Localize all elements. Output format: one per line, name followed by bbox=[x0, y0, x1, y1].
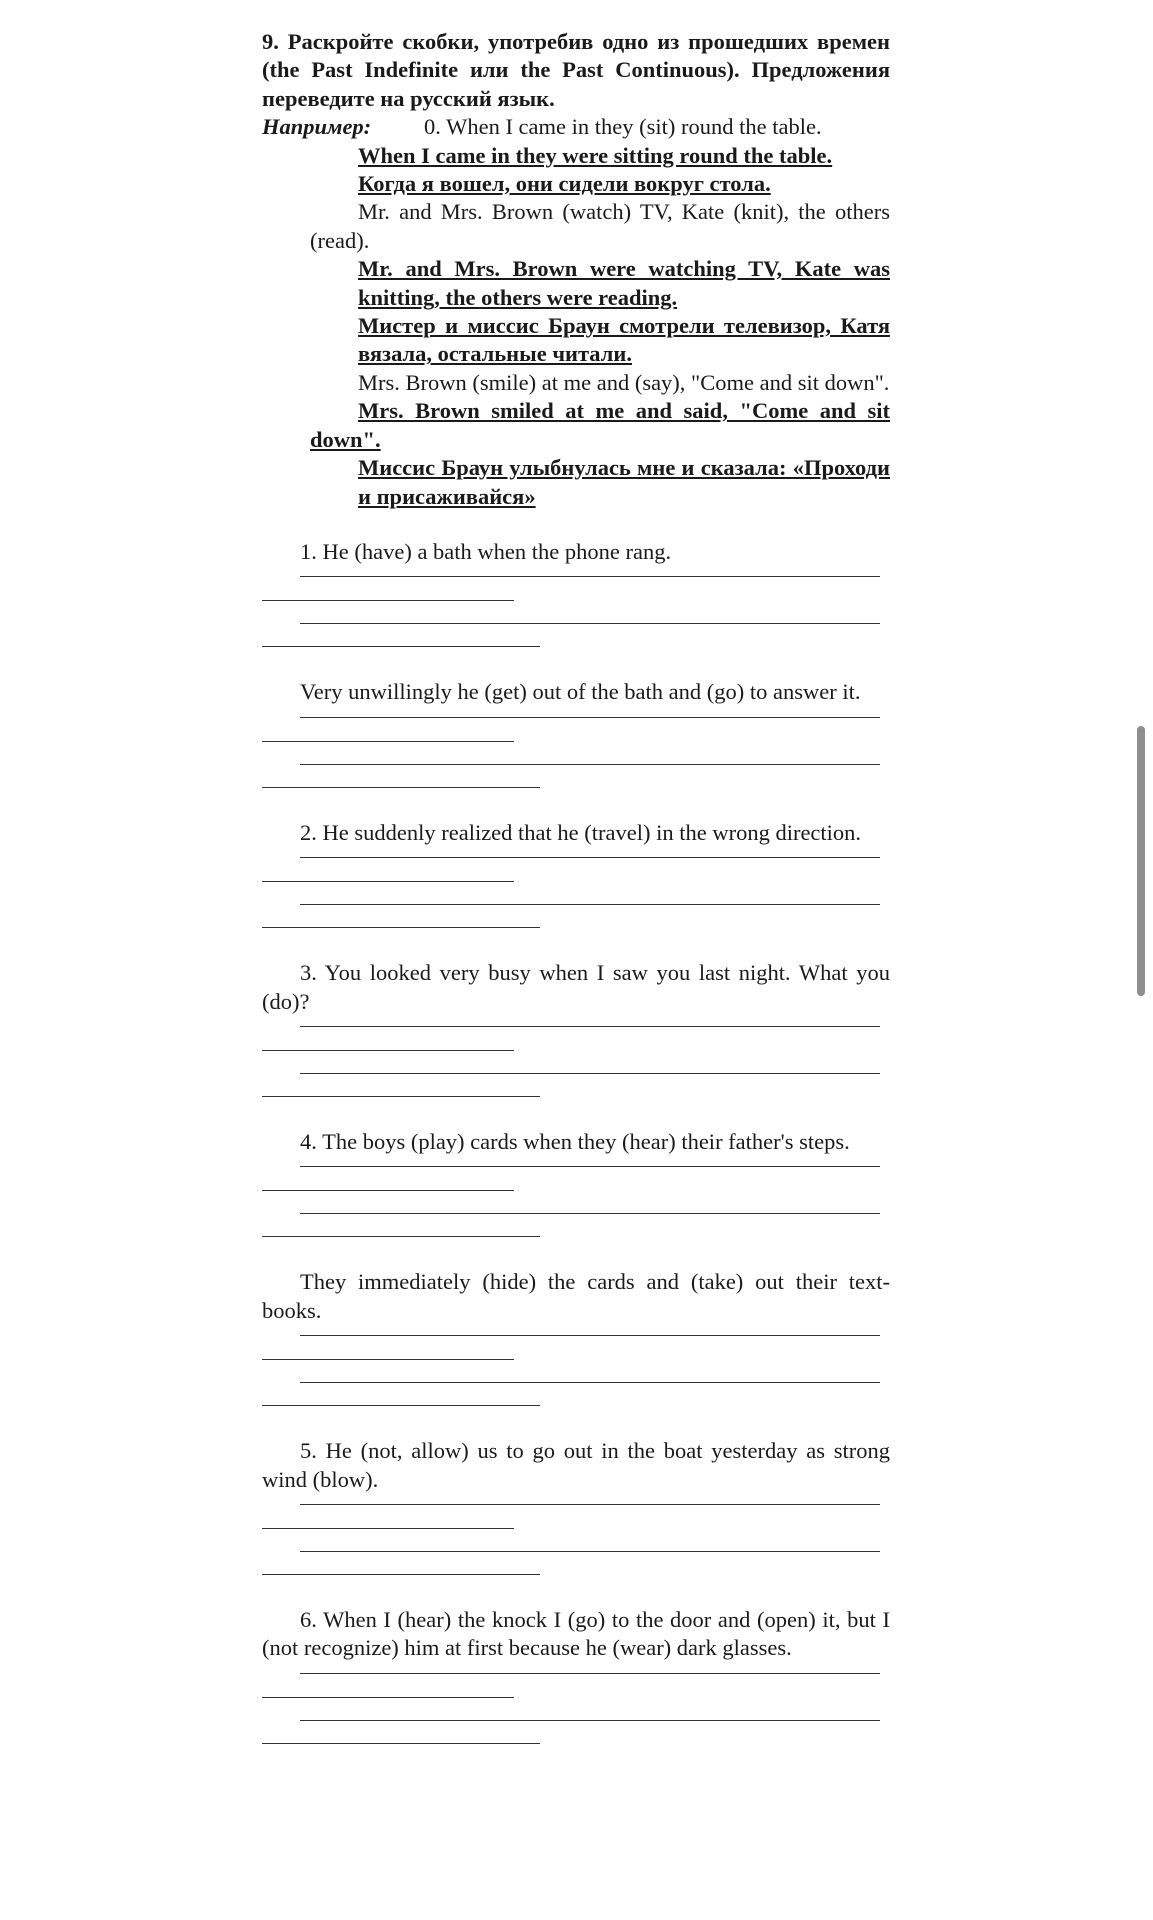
example-task-1: Mr. and Mrs. Brown (watch) TV, Kate (knit), the others (read). bbox=[310, 199, 890, 253]
answer-line[interactable] bbox=[300, 904, 880, 905]
answer-line[interactable] bbox=[262, 1743, 540, 1744]
answer-line[interactable] bbox=[262, 1236, 540, 1237]
task-1: 1. He (have) a bath when the phone rang. bbox=[300, 538, 672, 564]
example-task-0: 0. When I came in they (sit) round the table. bbox=[424, 114, 822, 140]
answer-line[interactable] bbox=[262, 1359, 514, 1360]
answer-line[interactable] bbox=[262, 1528, 514, 1529]
task-2: 2. He suddenly realized that he (travel) in the wrong direction. bbox=[300, 819, 862, 845]
answer-line[interactable] bbox=[300, 1335, 880, 1336]
answer-lines bbox=[262, 1325, 890, 1437]
scrollbar-thumb[interactable] bbox=[1137, 726, 1145, 996]
answer-line[interactable] bbox=[300, 1073, 880, 1074]
answer-line[interactable] bbox=[300, 623, 880, 624]
answer-line[interactable] bbox=[300, 1551, 880, 1552]
answer-line[interactable] bbox=[262, 741, 514, 742]
worksheet-page bbox=[262, 28, 890, 1775]
answer-line[interactable] bbox=[262, 927, 540, 928]
example-answer-en-2: Mrs. Brown smiled at me and said, "Come and sit down". bbox=[310, 398, 890, 452]
answer-line[interactable] bbox=[262, 787, 540, 788]
answer-lines bbox=[262, 847, 890, 959]
answer-line[interactable] bbox=[300, 1673, 880, 1674]
answer-lines bbox=[262, 1156, 890, 1268]
answer-line[interactable] bbox=[300, 857, 880, 858]
answer-line[interactable] bbox=[262, 1050, 514, 1051]
answer-line[interactable] bbox=[300, 717, 880, 718]
answer-line[interactable] bbox=[300, 1504, 880, 1505]
example-answer-en-0: When I came in they were sitting round the table. bbox=[358, 142, 833, 168]
answer-line[interactable] bbox=[300, 1166, 880, 1167]
task-4: 4. The boys (play) cards when they (hear) their father's steps. bbox=[300, 1128, 850, 1154]
answer-line[interactable] bbox=[300, 1213, 880, 1214]
task-5: 5. He (not, allow) us to go out in the boat yesterday as strong wind (blow). bbox=[262, 1438, 890, 1492]
answer-line[interactable] bbox=[262, 881, 514, 882]
answer-lines bbox=[262, 1663, 890, 1775]
answer-line[interactable] bbox=[300, 1720, 880, 1721]
task-6: 6. When I (hear) the knock I (go) to the door and (open) it, but I (not recognize) him at first because he (wear) dark glasses. bbox=[262, 1606, 890, 1661]
answer-line[interactable] bbox=[262, 1574, 540, 1575]
answer-line[interactable] bbox=[300, 576, 880, 577]
answer-line[interactable] bbox=[262, 646, 540, 647]
answer-line[interactable] bbox=[262, 1405, 540, 1406]
answer-line[interactable] bbox=[300, 1382, 880, 1383]
example-task-2: Mrs. Brown (smile) at me and (say), "Come and sit down". bbox=[358, 369, 890, 395]
example-answer-ru-0: Когда я вошел, они сидели вокруг стола. bbox=[358, 171, 771, 197]
example-answer-ru-1: Мистер и миссис Браун смотрели телевизор, Катя вязала, остальные читали. bbox=[358, 313, 890, 367]
example-row bbox=[262, 113, 890, 141]
answer-lines bbox=[262, 1016, 890, 1128]
answer-line[interactable] bbox=[262, 600, 514, 601]
task-1b: Very unwillingly he (get) out of the bath and (go) to answer it. bbox=[300, 679, 861, 705]
example-label: Например: bbox=[262, 114, 372, 140]
answer-line[interactable] bbox=[300, 764, 880, 765]
answer-lines bbox=[262, 1494, 890, 1606]
answer-lines bbox=[262, 566, 890, 678]
exercise-heading: 9. Раскройте скобки, употребив одно из прошедших времен (the Past Indefinite или the Past Continuous). Предложения переведите на русский язык. bbox=[262, 29, 890, 111]
example-answer-ru-2: Миссис Браун улыбнулась мне и сказала: «Проходи и присаживайся» bbox=[358, 455, 890, 509]
answer-line[interactable] bbox=[300, 1026, 880, 1027]
answer-line[interactable] bbox=[262, 1096, 540, 1097]
example-answer-en-1: Mr. and Mrs. Brown were watching TV, Kate was knitting, the others were reading. bbox=[358, 256, 890, 310]
answer-lines bbox=[262, 707, 890, 819]
answer-line[interactable] bbox=[262, 1697, 514, 1698]
task-4b: They immediately (hide) the cards and (take) out their text-books. bbox=[262, 1269, 890, 1323]
answer-line[interactable] bbox=[262, 1190, 514, 1191]
task-3: 3. You looked very busy when I saw you last night. What you (do)? bbox=[262, 960, 890, 1014]
